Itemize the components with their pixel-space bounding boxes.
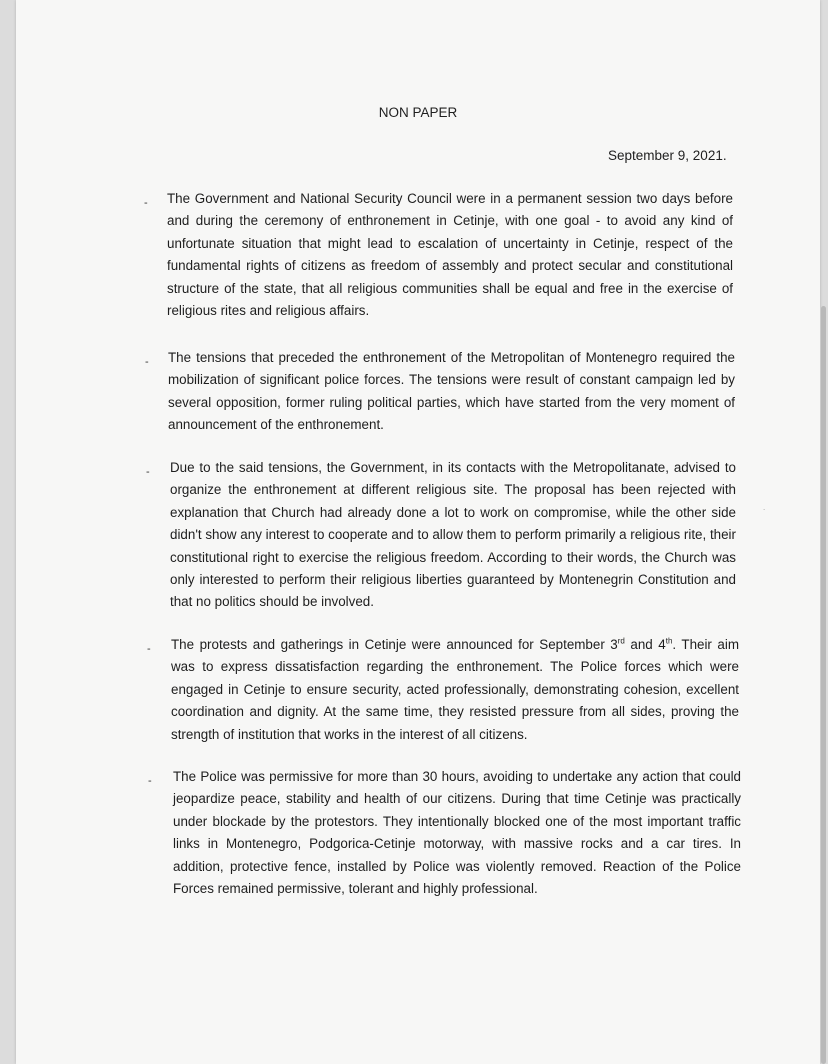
- paragraph-1: The Government and National Security Council were in a permanent session two days before and during the ceremony of enthronement in Cetinje, with one goal - to avoid any kind of unfortunate situation that might lead to escalation of uncertainty in Cetinje, respect of the fundamental rights of citizens as freedom of assembly and protect secular and constitutional structure of the state, that all religious communities shall be equal and free in the exercise of religious rites and religious affairs.: [167, 191, 733, 319]
- paragraph-2: The tensions that preceded the enthronement of the Metropolitan of Montenegro required the mobilization of significant police forces. The tensions were result of constant campaign led by several opposition, former ruling political parties, which have started from the very moment of announcement of the enthronement.: [168, 350, 735, 433]
- scrollbar[interactable]: [821, 306, 826, 1064]
- document-page: [16, 0, 820, 1064]
- paragraph-5: The Police was permissive for more than 30 hours, avoiding to undertake any action that could jeopardize peace, stability and health of our citizens. During that time Cetinje was practically under blockade by the protestors. They intentionally blocked one of the most important traffic links in Montenegro, Podgorica-Cetinje motorway, with massive rocks and a car tires. In addition, protective fence, installed by Police was violently removed. Reaction of the Police Forces remained permissive, tolerant and highly professional.: [173, 769, 741, 897]
- bullet-marker: -: [147, 643, 151, 655]
- paragraph-3: Due to the said tensions, the Government, in its contacts with the Metropolitanate, advised to organize the enthronement at different religious site. The proposal has been rejected with explanation that Church had already done a lot to work on compromise, while the other side didn't show any interest to cooperate and to allow them to perform primarily a religious rite, their constitutional right to exercise the religious freedom. According to their words, the Church was only interested to perform their religious liberties guaranteed by Montenegrin Constitution and that no politics should be involved.: [170, 460, 736, 610]
- paragraph-4-text-middle: and 4: [624, 637, 666, 652]
- superscript-rd: rd: [617, 636, 625, 646]
- speck: .: [763, 503, 766, 512]
- document-date: September 9, 2021.: [608, 148, 727, 163]
- paragraph-4-text-before: The protests and gatherings in Cetinje were announced for September 3: [171, 637, 618, 652]
- document-title: NON PAPER: [378, 105, 458, 120]
- bullet-marker: -: [146, 466, 150, 478]
- paragraph-4: [171, 634, 739, 746]
- bullet-marker: -: [148, 775, 152, 787]
- paragraph-4-text-after: . Their aim was to express dissatisfaction regarding the enthronement. The Police forces which were engaged in Cetinje to ensure security, acted professionally, demonstrating cohesion, excellent coordination and dignity. At the same time, they resisted pressure from all sides, proving the strength of institution that works in the interest of all citizens.: [171, 637, 739, 742]
- bullet-marker: -: [144, 197, 148, 209]
- bullet-marker: -: [145, 356, 149, 368]
- superscript-th: th: [665, 636, 673, 646]
